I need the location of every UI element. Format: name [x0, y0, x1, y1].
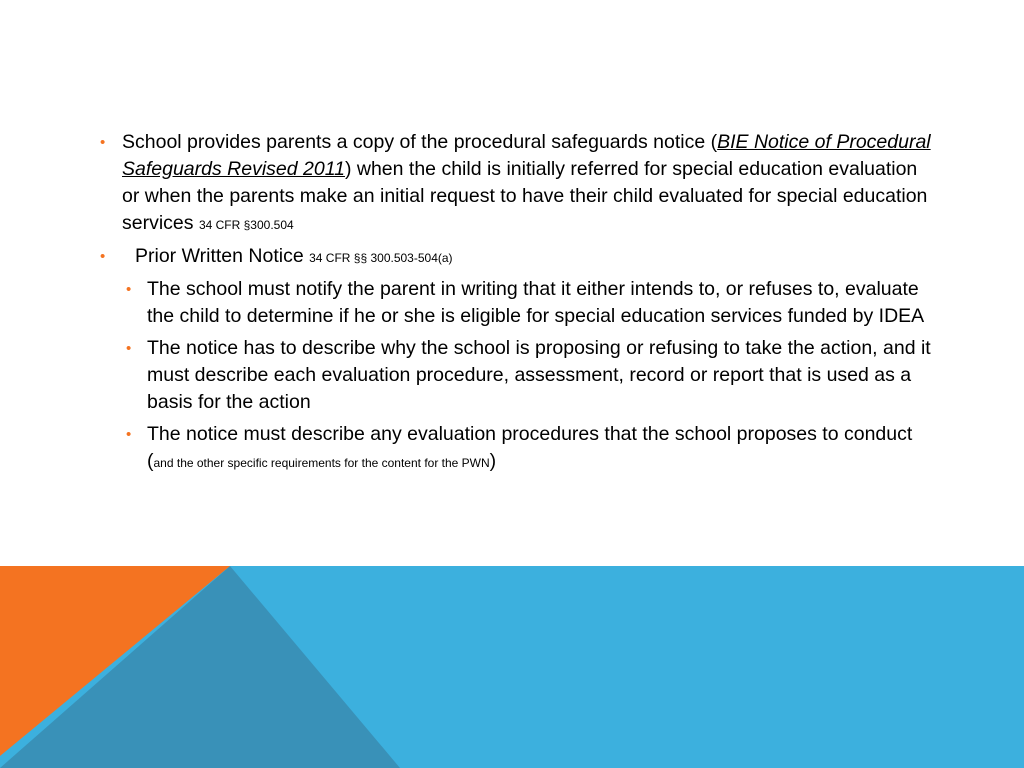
sub-bullet-text-before: The notice must describe any evaluation procedures that the school proposes to conduct ( [147, 423, 913, 472]
bullet-prior-written-notice [100, 243, 940, 272]
sub-bullet-evaluation-procedures [126, 421, 940, 477]
bullet-dot: • [126, 340, 132, 357]
sub-bullet-describe-why [126, 335, 940, 416]
citation-link[interactable]: BIE Notice of Procedural Safeguards Revised 2011 [122, 131, 931, 180]
sub-bullet-text: The school must notify the parent in writing that it either intends to, or refuses to, evaluate the child to determine if he or she is eligible for special education services funded by IDEA [147, 278, 925, 327]
sub-bullet-small-text: and the other specific requirements for the content for the PWN [153, 456, 490, 470]
sub-bullet-notify-parent [126, 276, 940, 330]
legal-reference: 34 CFR §300.504 [198, 218, 294, 232]
bullet-dot: • [100, 134, 106, 151]
bullet-procedural-safeguards [100, 129, 940, 239]
sub-bullet-text: The notice has to describe why the school is proposing or refusing to take the action, and it must describe each evaluation procedure, assessment, record or report that is used as a basis for the action [147, 337, 931, 413]
bullet-dot: • [126, 281, 132, 298]
bullet-text-before: School provides parents a copy of the procedural safeguards notice ( [122, 131, 718, 153]
sub-bullet-text-after: ) [489, 450, 497, 472]
slide-content [100, 129, 940, 482]
decorative-footer-band [0, 566, 1024, 768]
bullet-text-after: ) when the child is initially referred for special education evaluation or when the parents make an initial request to have their child evaluated for special education services [122, 158, 928, 234]
bullet-dot: • [126, 426, 132, 443]
bullet-text: Prior Written Notice [135, 245, 304, 267]
bullet-dot: • [100, 248, 106, 265]
legal-reference: 34 CFR §§ 300.503-504(a) [309, 251, 453, 265]
